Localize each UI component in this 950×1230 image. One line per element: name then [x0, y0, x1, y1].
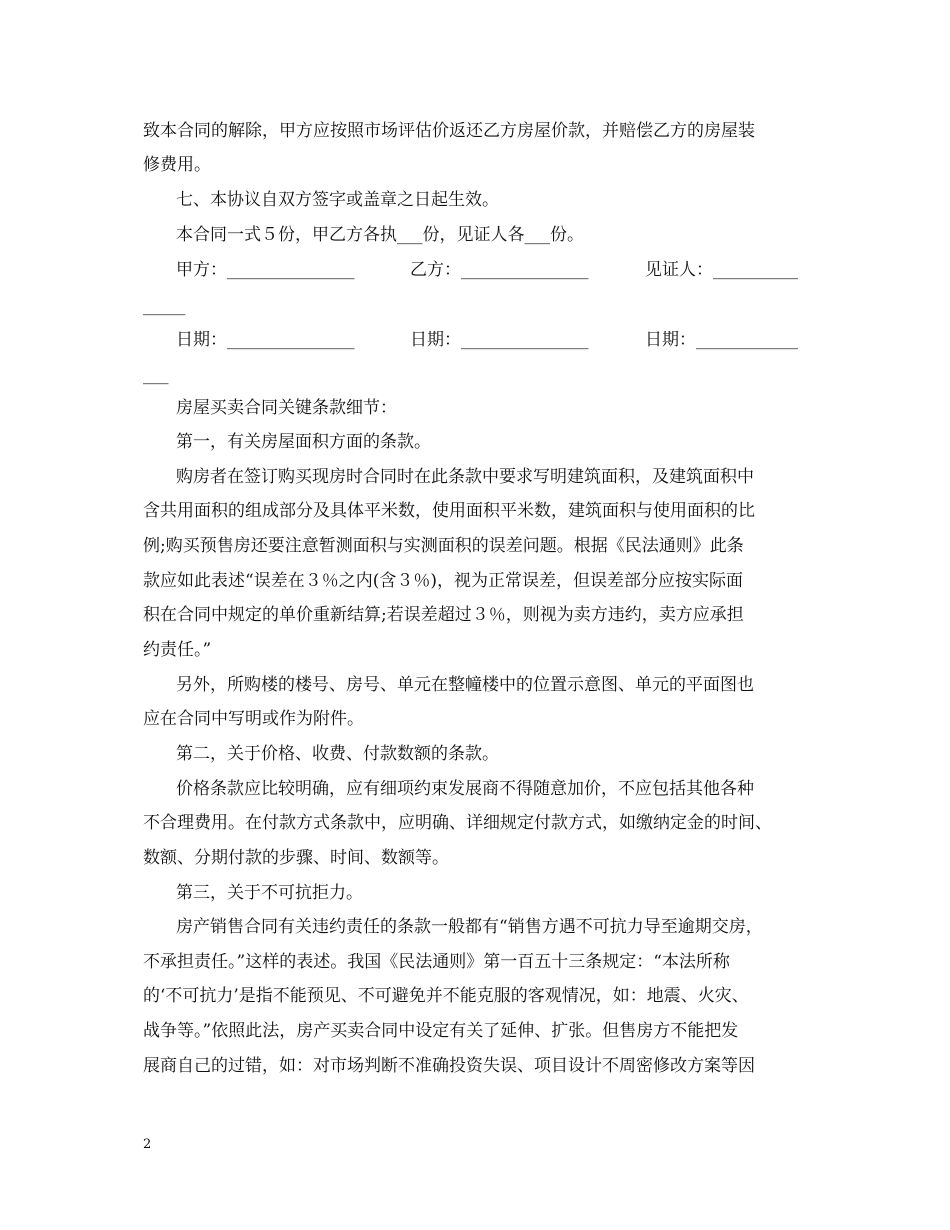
paragraph-line: 房产销售合同有关违约责任的条款一般都有“销售方遇不可抗力导至逾期交房， — [176, 917, 763, 937]
party-b-date: 日期：_______________ — [410, 330, 589, 350]
paragraph-line: 购房者在签订购买现房时合同时在此条款中要求写明建筑面积，及建筑面积中 — [176, 467, 754, 487]
page-number: 2 — [143, 1137, 152, 1152]
paragraph-line: 例;购买预售房还要注意暂测面积与实测面积的误差问题。根据《民法通则》此条 — [143, 536, 744, 556]
paragraph-line: 含共用面积的组成部分及具体平米数，使用面积平米数，建筑面积与使用面积的比 — [143, 501, 755, 521]
subsection-heading: 第一，有关房屋面积方面的条款。 — [176, 432, 431, 452]
paragraph-line: 应在合同中写明或作为附件。 — [143, 709, 364, 729]
paragraph-line: 致本合同的解除，甲方应按照市场评估价返还乙方房屋价款，并赔偿乙方的房屋装 — [143, 121, 755, 141]
party-a-date: 日期：_______________ — [176, 330, 355, 350]
paragraph-line: 数额、分期付款的步骤、时间、数额等。 — [143, 848, 449, 868]
paragraph-line: 价格条款应比较明确，应有细项约束发展商不得随意加价，不应包括其他各种 — [176, 779, 754, 799]
paragraph-line: 不合理费用。在付款方式条款中，应明确、详细规定付款方式，如缴纳定金的时间、 — [143, 813, 772, 833]
paragraph-line: 款应如此表述“误差在３％之内(含３％)，视为正常误差，但误差部分应按实际面 — [143, 571, 743, 591]
witness-signature: 见证人：__________ — [645, 260, 798, 280]
party-a-signature: 甲方：_______________ — [176, 260, 355, 280]
subsection-heading: 第三，关于不可抗拒力。 — [176, 883, 363, 903]
party-b-signature: 乙方：_______________ — [410, 260, 589, 280]
paragraph-line: 不承担责任。”这样的表述。我国《民法通则》第一百五十三条规定：“本法所称 — [143, 952, 730, 972]
signature-continuation: _____ — [143, 296, 186, 316]
paragraph-line: 展商自己的过错，如：对市场判断不准确投资失误、项目设计不周密修改方案等因 — [143, 1056, 755, 1076]
paragraph-line: 的‘不可抗力’是指不能预见、不可避免并不能克服的客观情况，如：地震、火灾、 — [143, 986, 749, 1006]
paragraph-line: 另外，所购楼的楼号、房号、单元在整幢楼中的位置示意图、单元的平面图也 — [176, 675, 754, 695]
paragraph-line: 积在合同中规定的单价重新结算;若误差超过３％，则视为卖方违约，卖方应承担 — [143, 605, 744, 625]
paragraph-line: 修费用。 — [143, 155, 211, 175]
clause-seven: 七、本协议自双方签字或盖章之日起生效。 — [176, 190, 499, 210]
witness-date: 日期：____________ — [645, 330, 798, 350]
copies-line: 本合同一式５份，甲乙方各执___份，见证人各___份。 — [176, 225, 584, 245]
paragraph-line: 约责任。” — [143, 640, 212, 660]
section-heading: 房屋买卖合同关键条款细节： — [176, 398, 397, 418]
paragraph-line: 战争等。”依照此法，房产买卖合同中设定有关了延伸、扩张。但售房方不能把发 — [143, 1021, 739, 1041]
subsection-heading: 第二，关于价格、收费、付款数额的条款。 — [176, 744, 499, 764]
date-continuation: ___ — [143, 365, 169, 385]
